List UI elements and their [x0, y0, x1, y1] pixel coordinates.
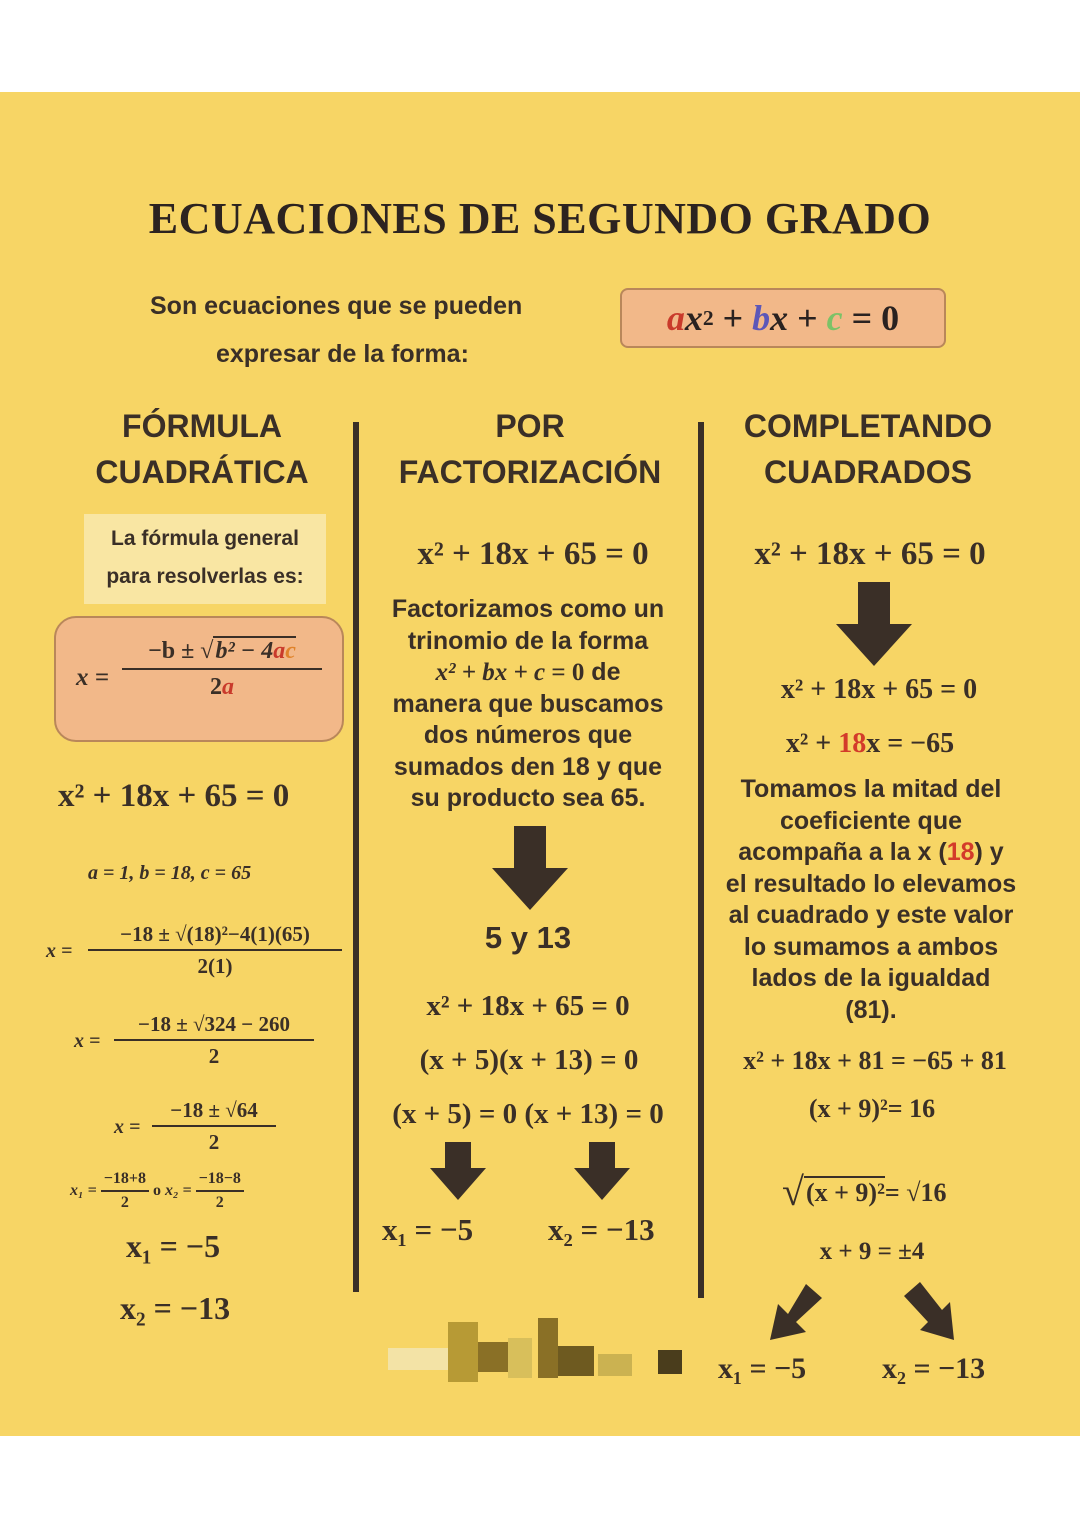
formula-neg-b: −b ± √: [148, 638, 214, 664]
split-x2-den: 2: [215, 1194, 224, 1211]
quadratic-result-x1: x₁ = −5: [126, 1228, 221, 1264]
page-title: ECUACIONES DE SEGUNDO GRADO: [148, 194, 932, 243]
comp-text-8: (81).: [845, 995, 897, 1024]
fact-text-7: su producto sea 65.: [410, 784, 646, 812]
sqrt-sign-icon: √: [782, 1169, 804, 1214]
quadratic-equation: x² + 18x + 65 = 0: [58, 778, 290, 814]
factorization-explanation: [366, 594, 690, 815]
step3-denominator: 2: [208, 1130, 220, 1154]
factored-form: (x + 5)(x + 13) = 0: [419, 1044, 639, 1076]
formula-den-a: a: [222, 674, 234, 700]
heading-quadratic: [52, 403, 352, 495]
note-line-2: para resolverlas es:: [106, 565, 304, 588]
completing-eq6: [782, 1168, 946, 1215]
formula-a: a: [273, 638, 286, 664]
heading-completing: [718, 403, 1018, 495]
formula-radicand: b² − 4: [215, 638, 274, 664]
fact-form-de: de: [584, 658, 621, 686]
comp-text-3-pre: acompaña a la x (: [738, 838, 947, 866]
coef-c: c: [826, 298, 843, 338]
factor-numbers: 5 y 13: [484, 920, 572, 955]
fact-form-mid: x +: [494, 659, 534, 686]
column-divider-right: [698, 422, 704, 1298]
coef-b: b: [752, 298, 771, 338]
factorization-result-x1: x₁ = −5: [382, 1212, 474, 1247]
comp-text-5: al cuadrado y este valor: [728, 901, 1014, 929]
completing-eq2: x² + 18x + 65 = 0: [780, 674, 978, 705]
completing-eq4: x² + 18x + 81 = −65 + 81: [743, 1046, 1007, 1075]
split-x1-num: −18+8: [101, 1170, 149, 1192]
general-form-box: a x 2 + b x + c = 0: [620, 288, 946, 348]
eq6-rhs: = √16: [884, 1178, 947, 1207]
factorization-result-x2: x₂ = −13: [548, 1212, 655, 1247]
split-x1-label: x₁ =: [70, 1182, 97, 1199]
factorization-equation: x² + 18x + 65 = 0: [417, 536, 649, 572]
eq6-radicand: (x + 9)²: [805, 1178, 885, 1207]
comp-text-1: Tomamos la mitad del: [740, 775, 1002, 803]
comp-text-4: el resultado lo elevamos: [725, 869, 1017, 898]
step3-fraction: [152, 1098, 276, 1155]
factorization-eq2: x² + 18x + 65 = 0: [426, 990, 630, 1022]
completing-equation: x² + 18x + 65 = 0: [754, 536, 986, 572]
step1-lhs: x =: [46, 940, 73, 962]
arrow-down-icon: [834, 582, 914, 668]
coef-a: a: [666, 298, 685, 338]
split-solutions: [70, 1170, 330, 1212]
step2-numerator: −18 ± √324 − 260: [114, 1012, 314, 1041]
step1-numerator: −18 ± √(18)²−4(1)(65): [88, 922, 342, 951]
column-divider-left: [353, 422, 359, 1292]
comp-text-3-post: ) y: [974, 838, 1004, 866]
comp-text-7: lados de la igualdad: [751, 964, 991, 992]
fact-text-6: sumados den 18 y que: [393, 752, 663, 781]
coefficients: a = 1, b = 18, c = 65: [88, 862, 252, 884]
fact-form-b: b: [482, 659, 495, 686]
split-x2-label: x₂ =: [164, 1182, 192, 1199]
fact-form-x: x² +: [435, 659, 483, 686]
formula-c: c: [285, 638, 296, 664]
var-x: x: [770, 298, 789, 338]
fact-text-5: dos números que: [423, 721, 633, 749]
fact-text-4: manera que buscamos: [392, 689, 664, 718]
general-formula-note: [84, 514, 326, 604]
eq3-pre: x² +: [785, 728, 839, 759]
completing-result-x2: x₂ = −13: [882, 1352, 986, 1385]
split-or: o: [152, 1182, 161, 1199]
factor-split: (x + 5) = 0 (x + 13) = 0: [392, 1098, 664, 1130]
comp-text-2: coeficiente que: [780, 806, 962, 835]
fact-form-eq: = 0: [545, 659, 585, 686]
arrow-down-icon: [490, 826, 570, 912]
intro-text: [150, 282, 550, 378]
completing-eq5: (x + 9)²= 16: [808, 1094, 936, 1123]
step1-fraction: [88, 922, 342, 979]
split-x1-den: 2: [120, 1194, 129, 1211]
var-x: x: [684, 298, 703, 338]
heading-factorization-line1: POR: [495, 408, 565, 444]
formula-lhs: x =: [76, 664, 109, 691]
fact-text-2: trinomio de la forma: [407, 626, 649, 655]
formula-fraction: [122, 638, 322, 701]
arrow-down-icon: [428, 1142, 488, 1202]
quadratic-formula-box: [54, 616, 344, 742]
arrow-down-icon: [572, 1142, 632, 1202]
arrow-down-right-icon: [900, 1280, 960, 1344]
completing-result-x1: x₁ = −5: [718, 1352, 807, 1385]
quadratic-result-x2: x₂ = −13: [120, 1290, 231, 1326]
step3-numerator: −18 ± √64: [152, 1098, 276, 1127]
formula-den-2: 2: [210, 674, 222, 700]
heading-completing-line1: COMPLETANDO: [743, 408, 993, 444]
fact-form-c: c: [534, 659, 546, 686]
equals-zero: = 0: [851, 298, 900, 338]
step2-denominator: 2: [208, 1044, 220, 1068]
heading-completing-line2: CUADRADOS: [764, 454, 972, 490]
intro-line-1: Son ecuaciones que se pueden: [150, 292, 523, 320]
comp-text-3-coef: 18: [946, 838, 975, 866]
heading-quadratic-line2: CUADRÁTICA: [95, 454, 309, 490]
comp-text-6: lo sumamos a ambos: [743, 932, 999, 961]
step2-lhs: x =: [74, 1030, 101, 1052]
heading-factorization: [380, 403, 680, 495]
note-line-1: La fórmula general: [111, 527, 299, 550]
heading-factorization-line2: FACTORIZACIÓN: [398, 454, 662, 490]
fact-text-1: Factorizamos como un: [391, 595, 665, 623]
intro-line-2: expresar de la forma:: [216, 340, 469, 368]
blurred-watermark: [388, 1318, 692, 1382]
eq3-coef: 18: [838, 728, 867, 759]
completing-eq3: [726, 728, 1014, 760]
step2-fraction: [114, 1012, 314, 1069]
step3-lhs: x =: [114, 1116, 141, 1138]
arrow-down-left-icon: [766, 1282, 826, 1344]
completing-eq7: x + 9 = ±4: [819, 1238, 925, 1265]
eq3-post: x = −65: [866, 728, 955, 759]
completing-explanation: [708, 774, 1034, 1026]
heading-quadratic-line1: FÓRMULA: [122, 408, 282, 444]
step1-denominator: 2(1): [197, 954, 233, 978]
split-x2-num: −18−8: [196, 1170, 244, 1192]
